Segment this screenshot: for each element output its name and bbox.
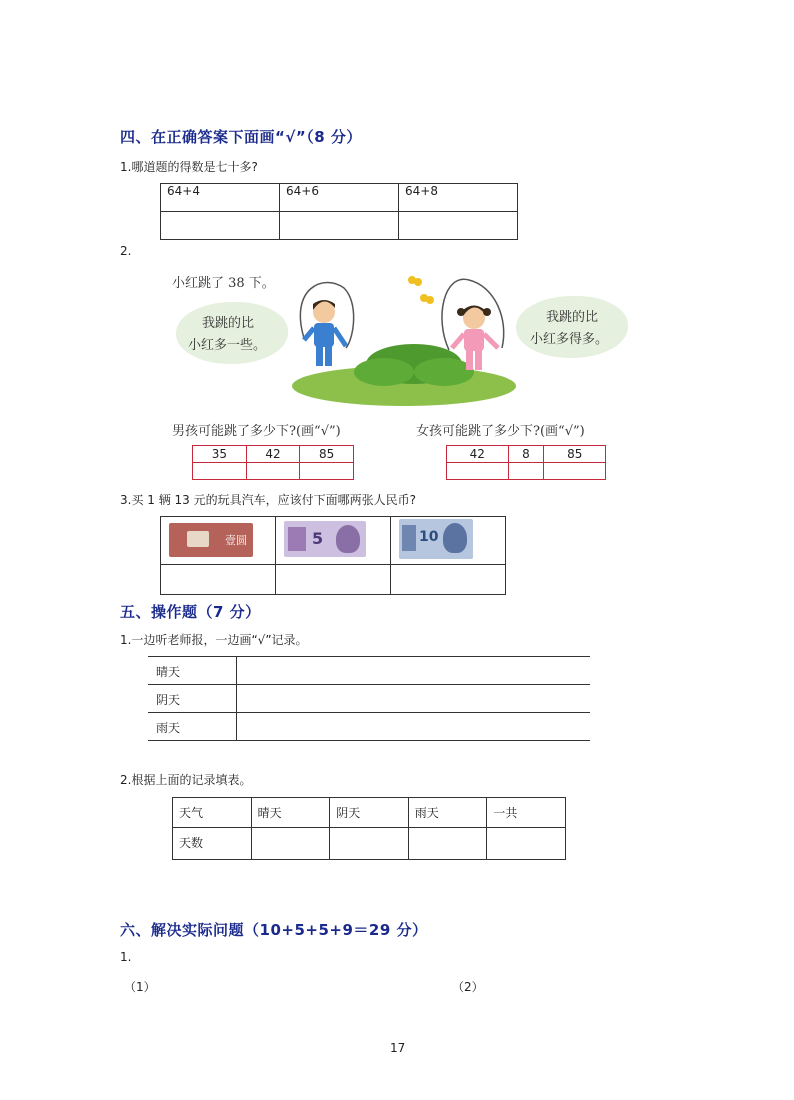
summary-days-rainy[interactable] — [408, 828, 487, 860]
summary-header-total: 一共 — [487, 798, 566, 828]
section5-title: 五、操作题（7 分） — [120, 603, 261, 621]
summary-header-sunny: 晴天 — [251, 798, 330, 828]
girl-answer-cell-2[interactable] — [508, 463, 544, 480]
s4-q2-label: 2. — [120, 244, 132, 258]
section4-title: 四、在正确答案下面画“√”（8 分） — [120, 128, 362, 146]
weather-row-rainy: 雨天 — [148, 713, 237, 741]
girl-count-text: 小红跳了 38 下。 — [172, 276, 275, 291]
weather-row-sunny: 晴天 — [148, 657, 237, 685]
boy-answer-cell-1[interactable] — [193, 463, 247, 480]
summary-days-sunny[interactable] — [251, 828, 330, 860]
s6-q1-sub1: （1） — [124, 980, 156, 994]
s4-q1-answer-cell-1[interactable] — [161, 212, 280, 240]
s4-q3-note-cell-3 — [391, 517, 506, 565]
s4-q3-note-cell-1 — [161, 517, 276, 565]
boy-bubble-line-2: 小红多一些。 — [188, 338, 267, 353]
s5-q1-text: 1.一边听老师报，一边画“√”记录。 — [120, 633, 308, 647]
girl-options-table — [446, 445, 606, 480]
s4-q1-answer-cell-3[interactable] — [399, 212, 518, 240]
girl-option-2: 8 — [508, 446, 544, 463]
boy-answer-cell-3[interactable] — [300, 463, 354, 480]
girl-answer-cell-1[interactable] — [447, 463, 509, 480]
s4-q1-text: 1.哪道题的得数是七十多? — [120, 160, 258, 174]
boy-option-2: 42 — [246, 446, 300, 463]
girl-question-text: 女孩可能跳了多少下?(画“√”) — [416, 424, 585, 439]
boy-answer-cell-2[interactable] — [246, 463, 300, 480]
boy-question-text: 男孩可能跳了多少下?(画“√”) — [172, 424, 341, 439]
summary-row-days: 天数 — [173, 828, 252, 860]
girl-speech-bubble — [516, 296, 628, 358]
boy-option-3: 85 — [300, 446, 354, 463]
1-yuan-note-icon: 壹圆 — [169, 523, 253, 557]
s4-q3-text: 3.买 1 辆 13 元的玩具汽车，应该付下面哪两张人民币? — [120, 493, 416, 507]
s5-q2-text: 2.根据上面的记录填表。 — [120, 773, 252, 787]
s6-q1-label: 1. — [120, 950, 132, 964]
s4-q1-option-2: 64+6 — [280, 184, 399, 212]
s4-q1-table — [160, 183, 518, 240]
5-yuan-note-icon: 5 — [284, 521, 366, 557]
boy-speech-bubble — [176, 302, 288, 364]
section6-title: 六、解决实际问题（10+5+5+9＝29 分） — [120, 921, 428, 939]
girl-option-3: 85 — [544, 446, 606, 463]
weather-record-cloudy[interactable] — [237, 685, 591, 713]
girl-answer-cell-3[interactable] — [544, 463, 606, 480]
s4-q3-answer-cell-1[interactable] — [161, 565, 276, 595]
s4-q3-note-cell-2 — [276, 517, 391, 565]
weather-record-table — [148, 656, 590, 741]
jump-rope-illustration — [284, 268, 518, 408]
boy-options-table — [192, 445, 354, 480]
weather-row-cloudy: 阴天 — [148, 685, 237, 713]
girl-bubble-line-2: 小红多得多。 — [530, 332, 609, 347]
weather-record-sunny[interactable] — [237, 657, 591, 685]
summary-header-weather: 天气 — [173, 798, 252, 828]
weather-record-rainy[interactable] — [237, 713, 591, 741]
s4-q1-option-1: 64+4 — [161, 184, 280, 212]
boy-option-1: 35 — [193, 446, 247, 463]
s4-q3-answer-cell-2[interactable] — [276, 565, 391, 595]
girl-bubble-line-1: 我跳的比 — [546, 310, 599, 325]
s4-q3-answer-cell-3[interactable] — [391, 565, 506, 595]
girl-option-1: 42 — [447, 446, 509, 463]
s6-q1-sub2: （2） — [452, 980, 484, 994]
s4-q3-table — [160, 516, 506, 595]
10-yuan-note-icon: 10 — [399, 519, 473, 559]
summary-header-cloudy: 阴天 — [330, 798, 409, 828]
summary-days-cloudy[interactable] — [330, 828, 409, 860]
weather-summary-table — [172, 797, 566, 860]
summary-days-total[interactable] — [487, 828, 566, 860]
boy-figure — [304, 300, 346, 366]
summary-header-rainy: 雨天 — [408, 798, 487, 828]
s4-q1-answer-cell-2[interactable] — [280, 212, 399, 240]
page-number: 17 — [390, 1041, 406, 1055]
butterfly-icon — [408, 276, 434, 304]
s4-q1-option-3: 64+8 — [399, 184, 518, 212]
boy-bubble-line-1: 我跳的比 — [202, 316, 255, 331]
